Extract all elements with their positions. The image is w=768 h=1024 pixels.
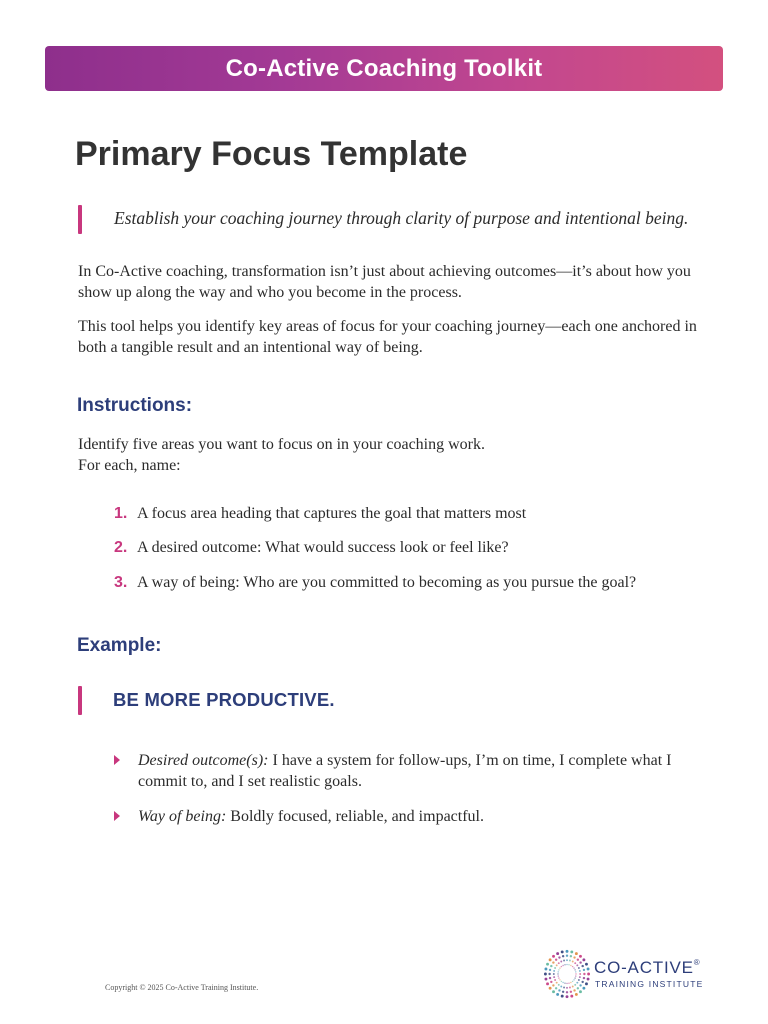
logo-dot <box>558 962 560 964</box>
logo-dot <box>579 984 581 986</box>
step-number: 1. <box>114 505 128 522</box>
logo-dot <box>572 986 574 988</box>
co-active-logo <box>544 946 714 1002</box>
logo-dot <box>576 964 578 966</box>
logo-dot <box>564 983 565 984</box>
logo-dot <box>549 958 552 961</box>
logo-dot <box>566 959 568 961</box>
logo-dot <box>576 982 578 984</box>
logo-dot <box>555 959 557 961</box>
example-accent-bar <box>78 686 82 715</box>
example-bullet-item <box>114 806 714 827</box>
logo-dot <box>579 955 582 958</box>
logo-dot <box>574 984 576 986</box>
logo-dot <box>562 965 563 966</box>
logo-dot <box>582 987 585 990</box>
logo-dot <box>573 979 574 980</box>
logo-dot <box>560 986 562 988</box>
logo-dot <box>552 961 554 963</box>
logo-dot <box>552 990 555 993</box>
logo-dot <box>583 977 585 979</box>
logo-dot <box>585 982 588 985</box>
page-title: Primary Focus Template <box>75 135 468 173</box>
logo-dot <box>556 993 559 996</box>
logo-dot <box>554 979 556 981</box>
example-bullet-item <box>114 750 714 792</box>
bullet-body: I have a system for follow-ups, I’m on time, I complete what I commit to, and I set realistic goals. <box>138 752 672 790</box>
logo-dot <box>573 956 575 958</box>
logo-registered-mark: ® <box>693 958 701 967</box>
logo-dot <box>578 967 580 969</box>
instructions-line-1: Identify five areas you want to focus on in your coaching work. <box>78 436 485 453</box>
logo-dot <box>552 955 555 958</box>
logo-dot <box>575 973 576 974</box>
logo-dot <box>579 976 581 978</box>
logo-dot <box>556 964 558 966</box>
logo-dot <box>561 966 562 967</box>
logo-dot <box>544 978 547 981</box>
logo-dot <box>581 981 583 983</box>
triangle-bullet-icon <box>114 811 120 821</box>
logo-dot <box>568 983 569 984</box>
logo-dot <box>587 968 590 971</box>
logo-dot <box>582 958 585 961</box>
logo-dot <box>566 950 569 953</box>
logo-dot <box>568 964 569 965</box>
logo-dot <box>546 982 549 985</box>
instructions-text <box>78 434 718 476</box>
logo-dot <box>575 952 578 955</box>
logo-dot <box>563 987 565 989</box>
tagline-accent-bar <box>78 205 82 234</box>
starburst-logo-icon <box>544 946 590 1002</box>
copyright-notice: Copyright © 2025 Co-Active Training Institute. <box>105 983 259 992</box>
logo-dot <box>578 979 580 981</box>
logo-dot <box>546 963 549 966</box>
step-text: A desired outcome: What would success look or feel like? <box>137 539 509 556</box>
logo-wordmark <box>594 958 700 978</box>
logo-dot <box>550 981 552 983</box>
example-heading: Example: <box>77 635 162 656</box>
logo-dot <box>558 975 559 976</box>
logo-dot <box>548 973 550 975</box>
logo-dot <box>570 950 573 953</box>
logo-dot <box>566 987 568 989</box>
logo-dot <box>553 973 555 975</box>
example-focus-heading: BE MORE PRODUCTIVE. <box>113 689 335 710</box>
logo-dot <box>558 989 560 991</box>
logo-dot <box>555 987 557 989</box>
logo-dot <box>572 981 573 982</box>
logo-dot <box>585 963 588 966</box>
logo-dot <box>581 965 583 967</box>
logo-dot <box>556 982 558 984</box>
logo-dot <box>583 969 585 971</box>
logo-dot <box>558 971 559 972</box>
logo-dot <box>557 973 558 974</box>
logo-dot <box>579 970 581 972</box>
logo-dot <box>569 987 571 989</box>
logo-dot <box>574 962 576 964</box>
logo-dot <box>550 965 552 967</box>
logo-dot <box>558 977 559 978</box>
logo-dot <box>558 956 560 958</box>
logo-dot <box>570 965 571 966</box>
logo-dot <box>561 950 564 953</box>
logo-dot <box>570 995 573 998</box>
logo-dot <box>556 952 559 955</box>
logo-dot <box>560 961 562 963</box>
step-number: 3. <box>114 574 128 591</box>
logo-word-text: CO-ACTIVE <box>594 958 694 977</box>
instructions-line-2: For each, name: <box>78 457 181 474</box>
banner-title: Co-Active Coaching Toolkit <box>225 54 543 82</box>
logo-dot <box>583 973 585 975</box>
bullet-label: Desired outcome(s): <box>138 752 269 769</box>
logo-dot <box>552 984 554 986</box>
logo-dot <box>558 984 560 986</box>
bullet-text <box>138 806 714 827</box>
logo-dot <box>575 971 576 972</box>
logo-dot <box>549 987 552 990</box>
logo-dot <box>573 989 575 991</box>
logo-dot <box>566 995 569 998</box>
logo-dot <box>561 995 564 998</box>
logo-dot <box>553 976 555 978</box>
logo-dot <box>573 967 574 968</box>
logo-dot <box>549 977 551 979</box>
logo-dot <box>572 961 574 963</box>
logo-dot <box>587 973 590 976</box>
step-text: A focus area heading that captures the goal that matters most <box>137 505 527 522</box>
logo-dot <box>558 969 559 970</box>
logo-dot <box>561 981 562 982</box>
logo-dot <box>562 955 564 957</box>
logo-dot <box>575 975 576 976</box>
logo-dot <box>544 973 547 976</box>
logo-dot <box>569 960 571 962</box>
logo-dot <box>574 977 575 978</box>
triangle-bullet-icon <box>114 755 120 765</box>
logo-dot <box>572 966 573 967</box>
logo-dot <box>559 979 560 980</box>
logo-dot <box>579 990 582 993</box>
instruction-step <box>114 572 636 594</box>
bullet-text <box>138 750 714 792</box>
instruction-step <box>114 537 509 559</box>
header-banner <box>45 46 723 91</box>
logo-dot <box>554 967 556 969</box>
logo-dot <box>577 987 579 989</box>
logo-dot <box>562 982 563 983</box>
logo-dot <box>564 964 565 965</box>
logo-dot <box>575 993 578 996</box>
logo-dot <box>563 960 565 962</box>
logo-dot <box>570 991 572 993</box>
logo-dot <box>570 955 572 957</box>
instruction-step <box>114 503 526 525</box>
logo-dot <box>566 983 567 984</box>
logo-dot <box>566 955 568 957</box>
logo-dot <box>579 961 581 963</box>
intro-paragraph-2: This tool helps you identify key areas of focus for your coaching journey—each one anchored in both a tangible result and an intentional way of being. <box>78 318 697 356</box>
logo-dot <box>566 964 567 965</box>
logo-dot <box>544 968 547 971</box>
tagline: Establish your coaching journey through clarity of purpose and intentional being. <box>114 208 689 228</box>
logo-dot <box>577 959 579 961</box>
logo-subtitle: TRAINING INSTITUTE <box>595 979 704 989</box>
logo-dot <box>562 991 564 993</box>
bullet-body: Boldly focused, reliable, and impactful. <box>226 808 484 825</box>
bullet-label: Way of being: <box>138 808 227 825</box>
step-number: 2. <box>114 539 128 556</box>
logo-dot <box>587 978 590 981</box>
logo-dot <box>549 969 551 971</box>
instructions-heading: Instructions: <box>77 395 193 416</box>
logo-dot <box>574 969 575 970</box>
step-text: A way of being: Who are you committed to becoming as you pursue the goal? <box>137 574 637 591</box>
logo-dot <box>570 982 571 983</box>
intro-paragraph-1: In Co-Active coaching, transformation isn’t just about achieving outcomes—it’s about how you show up along the way and who you become in the process. <box>78 263 691 301</box>
logo-dot <box>559 967 560 968</box>
logo-dot <box>566 991 568 993</box>
logo-dot <box>579 973 581 975</box>
logo-dot <box>553 970 555 972</box>
